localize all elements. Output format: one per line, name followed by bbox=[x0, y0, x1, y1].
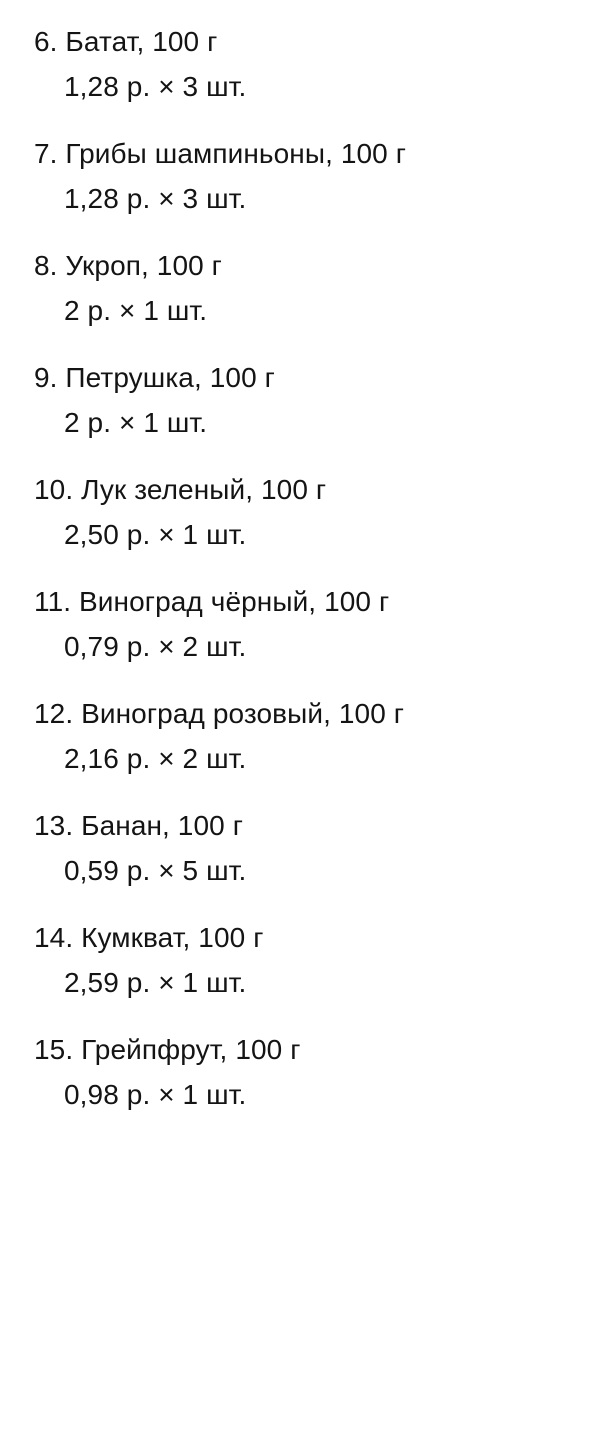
list-item-price: 1,28 р. × 3 шт. bbox=[64, 183, 247, 214]
list-item-price: 1,28 р. × 3 шт. bbox=[64, 71, 247, 102]
list-item bbox=[34, 360, 572, 440]
list-item bbox=[34, 24, 572, 104]
list-item-price: 0,59 р. × 5 шт. bbox=[64, 855, 247, 886]
list-item-title: 13. Банан, 100 г bbox=[34, 810, 244, 841]
list-item-title: 7. Грибы шампиньоны, 100 г bbox=[34, 138, 407, 169]
list-item-title: 6. Батат, 100 г bbox=[34, 26, 218, 57]
list-item-price: 0,79 р. × 2 шт. bbox=[64, 631, 247, 662]
list-item-price: 2 р. × 1 шт. bbox=[64, 407, 208, 438]
list-item-title: 10. Лук зеленый, 100 г bbox=[34, 474, 327, 505]
list-item-title: 11. Виноград чёрный, 100 г bbox=[34, 586, 390, 617]
list-item bbox=[34, 920, 572, 1000]
list-item-title: 9. Петрушка, 100 г bbox=[34, 362, 275, 393]
list-item-price: 2,59 р. × 1 шт. bbox=[64, 967, 247, 998]
list-item-title: 15. Грейпфрут, 100 г bbox=[34, 1034, 301, 1065]
list-item bbox=[34, 1032, 572, 1112]
list-item bbox=[34, 584, 572, 664]
list-item bbox=[34, 808, 572, 888]
list-item-price: 2,16 р. × 2 шт. bbox=[64, 743, 247, 774]
list-item-title: 14. Кумкват, 100 г bbox=[34, 922, 264, 953]
list-item-title: 12. Виноград розовый, 100 г bbox=[34, 698, 405, 729]
list-item bbox=[34, 696, 572, 776]
list-item-price: 2,50 р. × 1 шт. bbox=[64, 519, 247, 550]
list-item-title: 8. Укроп, 100 г bbox=[34, 250, 222, 281]
list-item-price: 2 р. × 1 шт. bbox=[64, 295, 208, 326]
list-item bbox=[34, 136, 572, 216]
list-item bbox=[34, 472, 572, 552]
list-item-price: 0,98 р. × 1 шт. bbox=[64, 1079, 247, 1110]
list-item bbox=[34, 248, 572, 328]
